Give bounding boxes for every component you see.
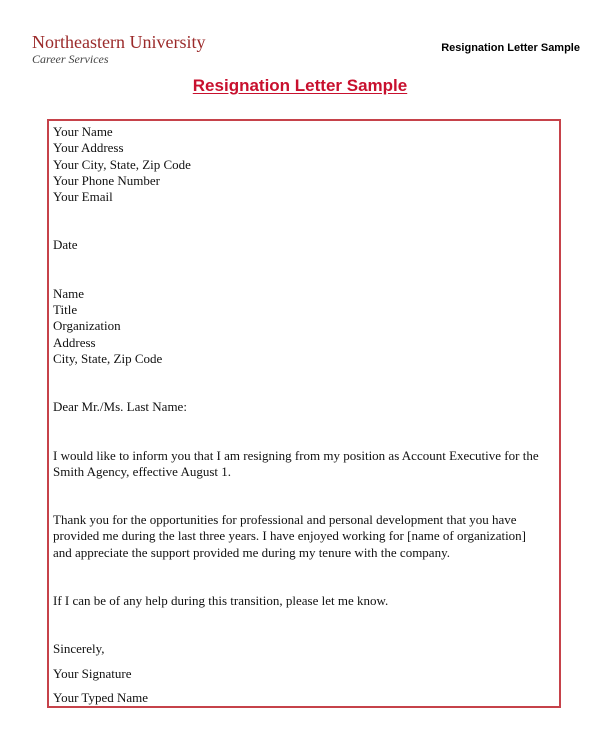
- sender-email: Your Email: [53, 189, 113, 205]
- paragraph-line: provided me during the last three years. I have enjoyed working for [name of organization]: [53, 528, 527, 544]
- salutation: Dear Mr./Ms. Last Name:: [53, 399, 187, 415]
- department-name: Career Services: [32, 52, 109, 66]
- closing-typed-name: Your Typed Name: [53, 689, 149, 705]
- recipient-city-state-zip: City, State, Zip Code: [53, 350, 163, 366]
- letter-date: Date: [53, 237, 78, 253]
- paragraph-1: [53, 448, 558, 481]
- recipient-address: Address: [53, 334, 96, 350]
- paragraph-line: Smith Agency, effective August 1.: [53, 463, 232, 479]
- recipient-block: [53, 286, 558, 367]
- paragraph-line: If I can be of any help during this transition, please let me know.: [53, 593, 389, 609]
- university-name: Northeastern University: [32, 32, 206, 52]
- closing-sincerely: Sincerely,: [53, 641, 105, 657]
- sender-block: [53, 124, 558, 205]
- recipient-title: Title: [53, 302, 78, 318]
- paragraph-2: [53, 512, 558, 561]
- page-title: Resignation Letter Sample: [192, 76, 408, 95]
- sender-address: Your Address: [53, 140, 124, 156]
- paragraph-line: Thank you for the opportunities for professional and personal development that you have: [53, 512, 517, 528]
- paragraph-line: and appreciate the support provided me during my tenure with the company.: [53, 544, 450, 560]
- recipient-organization: Organization: [53, 318, 121, 334]
- paragraph-line: I would like to inform you that I am resigning from my position as Account Executive for the: [53, 447, 539, 463]
- sender-name: Your Name: [53, 124, 113, 139]
- recipient-name: Name: [53, 285, 85, 301]
- letter-body: [53, 124, 558, 706]
- paragraph-3: [53, 593, 558, 609]
- sender-city-state-zip: Your City, State, Zip Code: [53, 156, 191, 172]
- document-label: Resignation Letter Sample: [441, 42, 580, 54]
- sender-phone: Your Phone Number: [53, 172, 161, 188]
- closing-signature: Your Signature: [53, 665, 132, 681]
- university-header: [32, 32, 205, 66]
